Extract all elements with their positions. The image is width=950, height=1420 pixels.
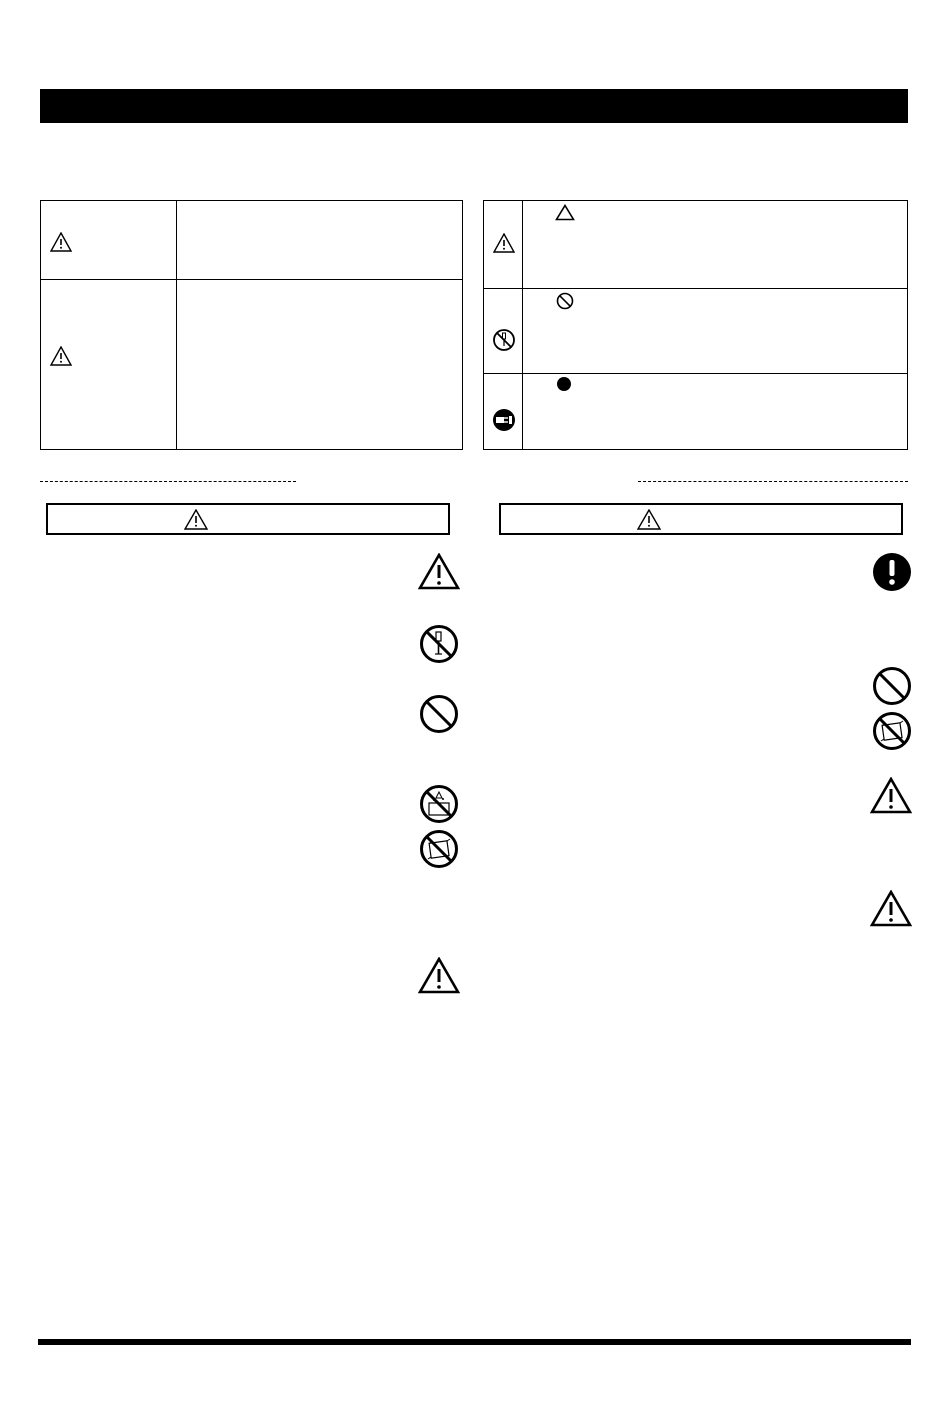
caution-triangle-icon <box>418 553 460 590</box>
no-vibration-icon <box>872 711 912 751</box>
unplug-icon <box>492 408 516 432</box>
mandatory-action-icon <box>872 552 912 592</box>
table-divider <box>41 279 462 280</box>
legend-table-right <box>483 200 908 450</box>
no-vibration-icon <box>419 829 459 869</box>
warning-triangle-icon <box>637 509 661 530</box>
alert-triangle-icon <box>493 233 515 253</box>
do-not-disassemble-icon <box>419 624 459 664</box>
dashed-divider <box>40 481 296 482</box>
warning-section-header <box>499 503 903 535</box>
prohibition-circle-icon <box>556 292 574 310</box>
table-divider <box>484 288 907 289</box>
prohibition-icon <box>872 666 912 706</box>
warning-triangle-icon <box>184 509 208 530</box>
no-water-icon <box>419 784 459 824</box>
legend-table-left <box>40 200 463 450</box>
footer-rule <box>38 1339 911 1345</box>
table-divider <box>176 201 177 449</box>
do-not-disassemble-icon <box>492 328 516 352</box>
caution-triangle-icon <box>870 777 912 814</box>
open-triangle-icon <box>555 204 575 221</box>
table-divider <box>522 201 523 449</box>
caution-triangle-icon <box>418 957 460 994</box>
warning-triangle-icon <box>50 232 72 252</box>
filled-circle-icon <box>556 376 572 392</box>
caution-triangle-icon <box>50 346 72 366</box>
prohibition-icon <box>419 694 459 734</box>
dashed-divider <box>638 481 908 482</box>
page-title-bar <box>40 89 908 123</box>
warning-section-header <box>46 503 450 535</box>
caution-triangle-icon <box>870 890 912 927</box>
table-divider <box>484 373 907 374</box>
